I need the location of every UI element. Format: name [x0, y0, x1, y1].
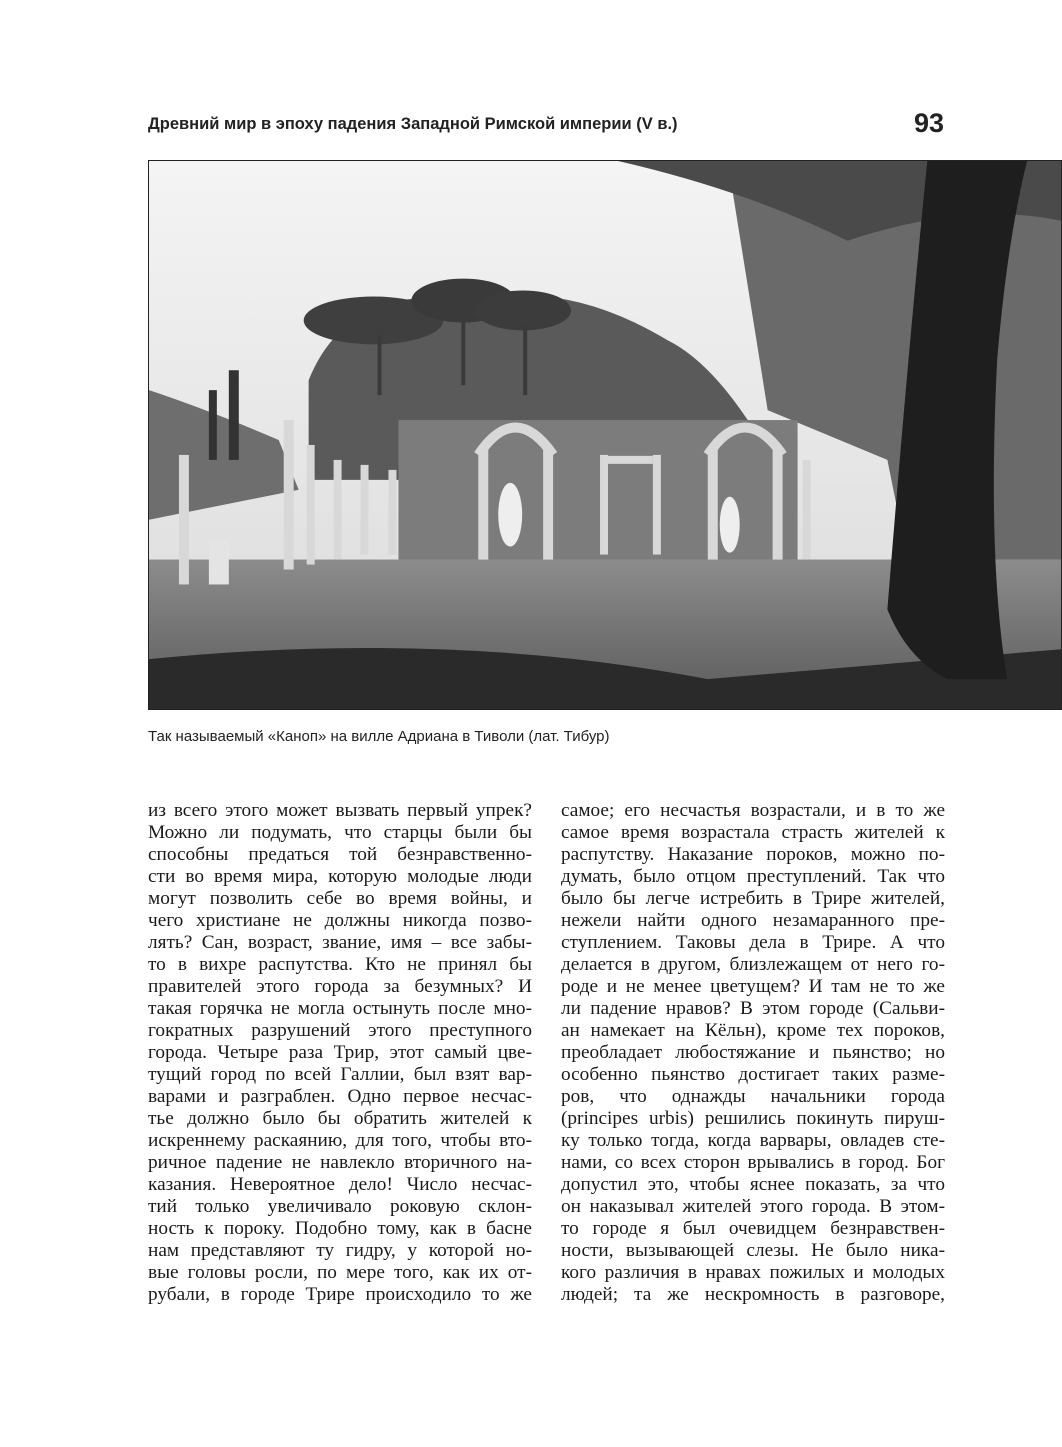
text-line: ан намекает на Кёльн), кроме тех пороков, [561, 1020, 945, 1041]
text-line: такая горячка не могла остынуть после мно- [148, 998, 532, 1019]
text-line: ку только тогда, когда варвары, овладев сте- [561, 1130, 945, 1151]
text-line: делается в другом, близлежащем от него го- [561, 954, 945, 975]
text-line: было бы легче истребить в Трире жителей, [561, 888, 945, 909]
text-line: (principes urbis) решились покинуть пируш- [561, 1108, 945, 1129]
photo-canopus [148, 160, 1062, 710]
text-line: кого различия в нравах пожилых и молодых [561, 1262, 945, 1283]
text-line: вые головы росли, по мере того, как их от- [148, 1262, 532, 1283]
photo-illustration [149, 161, 1061, 709]
text-line: тий только увеличивало роковую склон- [148, 1196, 532, 1217]
text-line: из всего этого может вызвать первый упрек? [148, 800, 532, 821]
text-line: рубали, в городе Трире происходило то же [148, 1284, 532, 1305]
text-line: допустил это, чтобы яснее показать, за что [561, 1174, 945, 1195]
text-line: способны предаться той безнравственно- [148, 844, 532, 865]
text-line: могут позволить себе во время войны, и [148, 888, 532, 909]
text-line: людей; та же нескромность в разговоре, [561, 1284, 945, 1305]
umbrella-pine [475, 291, 571, 331]
text-line: Можно ли подумать, что старцы были бы [148, 822, 532, 843]
text-line: особенно пьянство достигает таких разме- [561, 1064, 945, 1085]
text-line: самое время возрастала страсть жителей к [561, 822, 945, 843]
text-line: искреннему раскаянию, для того, чтобы вто- [148, 1130, 532, 1151]
text-line: ров, что однажды начальники города [561, 1086, 945, 1107]
text-line: сти во время мира, которую молодые люди [148, 866, 532, 887]
text-line: варами и разграблен. Одно первое несчас- [148, 1086, 532, 1107]
text-line: распутству. Наказание пороков, можно по- [561, 844, 945, 865]
text-line: лять? Сан, возраст, звание, имя – все забы- [148, 932, 532, 953]
text-line: казания. Невероятное дело! Число несчас- [148, 1174, 532, 1195]
running-header: Древний мир в эпоху падения Западной Римской империи (V в.) [148, 115, 678, 133]
page-number: 93 [913, 108, 944, 138]
ruin-fragment [209, 540, 229, 585]
text-line: нежели найти одного незамаранного пре- [561, 910, 945, 931]
statue [498, 483, 522, 547]
text-line: гократных разрушений этого преступного [148, 1020, 532, 1041]
text-line: чего христиане не должны никогда позво- [148, 910, 532, 931]
text-line: нами, со всех сторон врывались в город. Бог [561, 1152, 945, 1173]
text-line: правителей этого города за безумных? И [148, 976, 532, 997]
figure-caption: Так называемый «Каноп» на вилле Адриана в Тиволи (лат. Тибур) [148, 728, 610, 745]
text-line: ности, вызывающей слезы. Не было ника- [561, 1240, 945, 1261]
text-line: он наказывал жителей этого города. В этом- [561, 1196, 945, 1217]
text-column-left [148, 800, 532, 1306]
text-line: то в вихре распутства. Кто не принял бы [148, 954, 532, 975]
text-line: тущий город по всей Галлии, был взят вар- [148, 1064, 532, 1085]
statue [720, 497, 740, 553]
text-line: ли падение нравов? В этом городе (Сальви- [561, 998, 945, 1019]
text-line: ступлением. Таковы дела в Трире. А что [561, 932, 945, 953]
text-line: роде и не менее цветущем? И там не то же [561, 976, 945, 997]
text-line: тье должно было бы обратить жителей к [148, 1108, 532, 1129]
text-column-right [561, 800, 945, 1306]
text-line: ность к пороку. Подобно тому, как в басне [148, 1218, 532, 1239]
text-line: нам представляют ту гидру, у которой но- [148, 1240, 532, 1261]
text-line: преобладает любостяжание и пьянство; но [561, 1042, 945, 1063]
text-line: думать, было отцом преступлений. Так что [561, 866, 945, 887]
text-line: ричное падение не навлекло вторичного на- [148, 1152, 532, 1173]
text-line: самое; его несчастья возрастали, и в то же [561, 800, 945, 821]
text-line: то городе я был очевидцем безнравствен- [561, 1218, 945, 1239]
text-line: города. Четыре раза Трир, этот самый цве- [148, 1042, 532, 1063]
